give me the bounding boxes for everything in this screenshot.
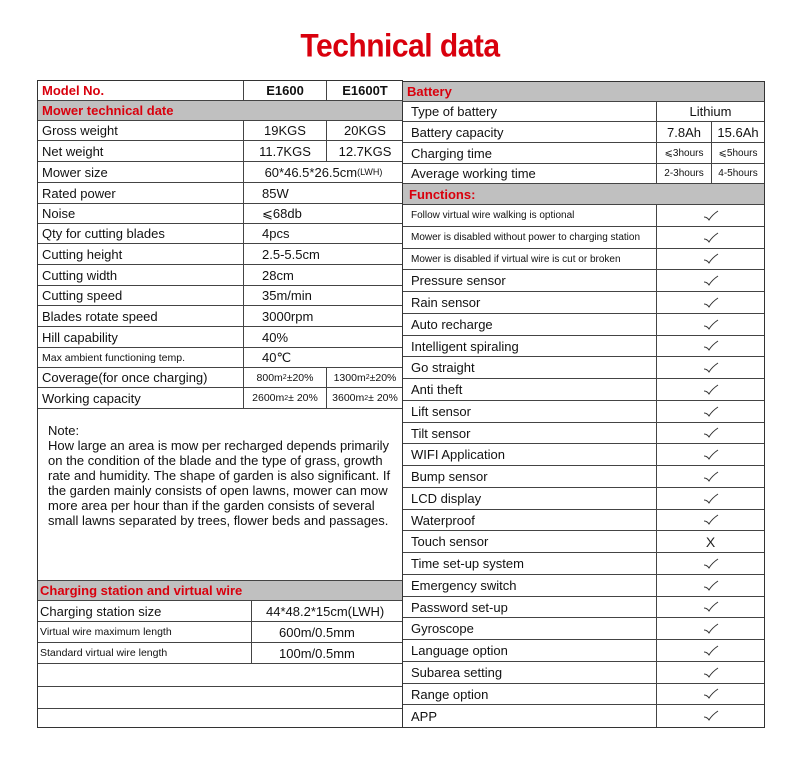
battery-row — [403, 143, 764, 164]
function-label: Anti theft — [411, 382, 463, 397]
spec-value: 2.5-5.5cm — [243, 244, 403, 264]
note-block — [38, 409, 403, 581]
check-icon — [656, 618, 764, 639]
function-row — [403, 270, 764, 292]
function-label: Gyroscope — [411, 621, 474, 636]
battery-label: Average working time — [411, 166, 536, 181]
battery-row — [403, 102, 764, 122]
function-label: Language option — [411, 643, 508, 658]
spec-row — [38, 348, 403, 368]
functions-section-title: Functions: — [409, 186, 476, 202]
charging-section-title: Charging station and virtual wire — [40, 583, 243, 598]
mower-section-header — [38, 101, 403, 121]
charging-value: 600m/0.5mm — [251, 622, 403, 642]
function-row — [403, 488, 764, 510]
function-label: Intelligent spiraling — [411, 338, 519, 354]
battery-value-e1600t: 15.6Ah — [711, 122, 764, 142]
function-label: Mower is disabled if virtual wire is cut or broken — [411, 253, 621, 265]
check-icon — [656, 510, 764, 530]
function-label: Mower is disabled without power to charging station — [411, 232, 641, 243]
spec-row — [38, 204, 403, 224]
spec-row — [38, 162, 403, 183]
check-icon — [656, 205, 764, 226]
battery-value-e1600t: ⩽5hours — [711, 143, 764, 163]
spec-label: Cutting height — [42, 246, 123, 262]
function-row — [403, 684, 764, 705]
spec-row — [38, 183, 403, 204]
check-icon — [656, 357, 764, 378]
battery-functions-table — [402, 81, 765, 728]
model-e1600: E1600 — [243, 81, 326, 100]
spec-label: Rated power — [42, 185, 116, 201]
spec-label: Cutting width — [42, 267, 118, 283]
check-icon — [656, 314, 764, 335]
battery-row — [403, 122, 764, 143]
model-label: Model No. — [42, 83, 105, 98]
check-icon — [656, 423, 764, 443]
spec-value-e1600: 800m 2 ±20% — [243, 368, 326, 387]
check-icon — [656, 336, 764, 356]
function-label: Auto recharge — [411, 317, 493, 332]
empty-row — [38, 664, 403, 687]
function-row — [403, 640, 764, 662]
check-icon — [656, 553, 764, 574]
battery-value: Lithium — [656, 102, 764, 121]
spec-value-e1600t: 20KGS — [326, 121, 403, 140]
spec-row — [38, 224, 403, 244]
charging-label: Charging station size — [40, 603, 162, 619]
spec-value: 35m/min — [243, 286, 403, 305]
function-label: Follow virtual wire walking is optional — [411, 210, 575, 221]
function-row — [403, 292, 764, 314]
function-label: Time set-up system — [411, 556, 524, 571]
check-icon — [656, 379, 764, 400]
charging-row — [38, 643, 403, 664]
function-row — [403, 249, 764, 270]
spec-value: 40% — [243, 327, 403, 347]
function-label: Emergency switch — [411, 578, 517, 593]
spec-row — [38, 141, 403, 162]
empty-row — [38, 687, 403, 709]
function-label: Pressure sensor — [411, 273, 506, 288]
battery-row — [403, 164, 764, 184]
spec-row — [38, 244, 403, 265]
battery-value-e1600: 2-3hours — [656, 164, 711, 183]
function-row — [403, 662, 764, 684]
spec-row — [38, 306, 403, 327]
spec-value-e1600t: 3600m 2 ± 20% — [326, 388, 403, 408]
mower-specs-table — [37, 80, 403, 728]
spec-row — [38, 121, 403, 141]
note-body: How large an area is mow per recharged depends primarily on the condition of the blade and the type of grass, growth rate and humidity. The shape of garden is also significant. If the garden mainly consists of open lawns, mower can mow more area per hour than if the garden consists of several small lawns separated by trees, flower beds and passages. — [48, 438, 391, 528]
spec-label: Mower size — [42, 164, 108, 180]
spec-value: 40℃ — [243, 348, 403, 367]
spec-label: Hill capability — [42, 329, 118, 345]
spec-row — [38, 286, 403, 306]
function-label: LCD display — [411, 491, 482, 506]
function-row — [403, 531, 764, 553]
spec-row — [38, 265, 403, 286]
function-label: Go straight — [411, 360, 475, 375]
function-row — [403, 205, 764, 227]
function-row — [403, 401, 764, 423]
check-icon — [656, 466, 764, 487]
battery-value-e1600: ⩽3hours — [656, 143, 711, 163]
function-label: WIFI Application — [411, 447, 505, 462]
cross-icon: X — [656, 531, 764, 552]
spec-value: 28cm — [243, 265, 403, 285]
charging-value: 100m/0.5mm — [251, 643, 403, 663]
note-text — [48, 423, 397, 528]
function-row — [403, 379, 764, 401]
function-label: Tilt sensor — [411, 425, 471, 441]
function-row — [403, 357, 764, 379]
battery-value-e1600t: 4-5hours — [711, 164, 764, 183]
function-label: Bump sensor — [411, 469, 488, 484]
function-label: Lift sensor — [411, 404, 471, 419]
check-icon — [656, 227, 764, 248]
check-icon — [656, 575, 764, 596]
check-icon — [656, 640, 764, 661]
battery-section-header — [403, 82, 764, 102]
battery-label: Charging time — [411, 145, 492, 161]
battery-label: Type of battery — [411, 104, 497, 119]
model-e1600t: E1600T — [326, 81, 403, 100]
charging-value: 44*48.2*15cm(LWH) — [251, 601, 403, 621]
check-icon — [656, 401, 764, 422]
function-row — [403, 466, 764, 488]
function-row — [403, 336, 764, 357]
spec-value-e1600t: 12.7KGS — [326, 141, 403, 161]
spec-label: Net weight — [42, 143, 104, 159]
function-row — [403, 575, 764, 597]
check-icon — [656, 249, 764, 269]
function-row — [403, 227, 764, 249]
check-icon — [656, 684, 764, 704]
check-icon — [656, 488, 764, 509]
spec-value-e1600t: 1300m 2 ±20% — [326, 368, 403, 387]
functions-section-header — [403, 184, 764, 205]
function-label: Subarea setting — [411, 665, 503, 680]
spec-value: 3000rpm — [243, 306, 403, 326]
spec-row — [38, 368, 403, 388]
spec-value: 60*46.5*26.5cm (LWH) — [243, 162, 403, 182]
function-row — [403, 423, 764, 444]
function-row — [403, 553, 764, 575]
function-label: Waterproof — [411, 512, 475, 528]
mower-section-title: Mower technical date — [42, 103, 174, 118]
charging-row — [38, 601, 403, 622]
charging-label: Virtual wire maximum length — [40, 626, 172, 638]
spec-label: Noise — [42, 206, 76, 221]
charging-row — [38, 622, 403, 643]
spec-label: Qty for cutting blades — [42, 226, 165, 241]
function-row — [403, 597, 764, 618]
spec-row — [38, 327, 403, 348]
check-icon — [656, 705, 764, 727]
function-row — [403, 618, 764, 640]
spec-label: Working capacity — [42, 390, 141, 406]
spec-label: Gross weight — [42, 123, 118, 138]
function-label: Password set-up — [411, 599, 508, 615]
check-icon — [656, 292, 764, 313]
battery-value-e1600: 7.8Ah — [656, 122, 711, 142]
spec-label: Max ambient functioning temp. — [42, 351, 185, 364]
spec-value: ⩽68db — [243, 204, 403, 223]
empty-row — [38, 709, 403, 727]
spec-value: 4pcs — [243, 224, 403, 243]
note-heading: Note: — [48, 423, 80, 438]
spec-value-e1600: 2600m 2 ± 20% — [243, 388, 326, 408]
function-label: Touch sensor — [411, 534, 489, 549]
function-row — [403, 705, 764, 727]
spec-label: Cutting speed — [42, 288, 123, 303]
function-label: APP — [411, 708, 438, 724]
check-icon — [656, 270, 764, 291]
function-label: Rain sensor — [411, 295, 481, 310]
spec-value-suffix: (LWH) — [357, 167, 383, 177]
check-icon — [656, 444, 764, 465]
check-icon — [656, 662, 764, 683]
spec-value: 85W — [243, 183, 403, 203]
function-row — [403, 314, 764, 336]
function-label: Range option — [411, 686, 489, 702]
spec-row — [38, 388, 403, 409]
charging-section-header — [38, 581, 403, 601]
spec-value-e1600: 19KGS — [243, 121, 326, 140]
spec-value-e1600: 11.7KGS — [243, 141, 326, 161]
spec-label: Coverage(for once charging) — [42, 370, 208, 385]
charging-label: Standard virtual wire length — [40, 647, 168, 659]
check-icon — [656, 597, 764, 617]
function-row — [403, 510, 764, 531]
battery-section-title: Battery — [407, 84, 452, 99]
function-row — [403, 444, 764, 466]
battery-label: Battery capacity — [411, 124, 504, 140]
spec-label: Blades rotate speed — [42, 308, 158, 324]
model-header-row — [38, 81, 403, 101]
page-title: Technical data — [300, 28, 500, 65]
